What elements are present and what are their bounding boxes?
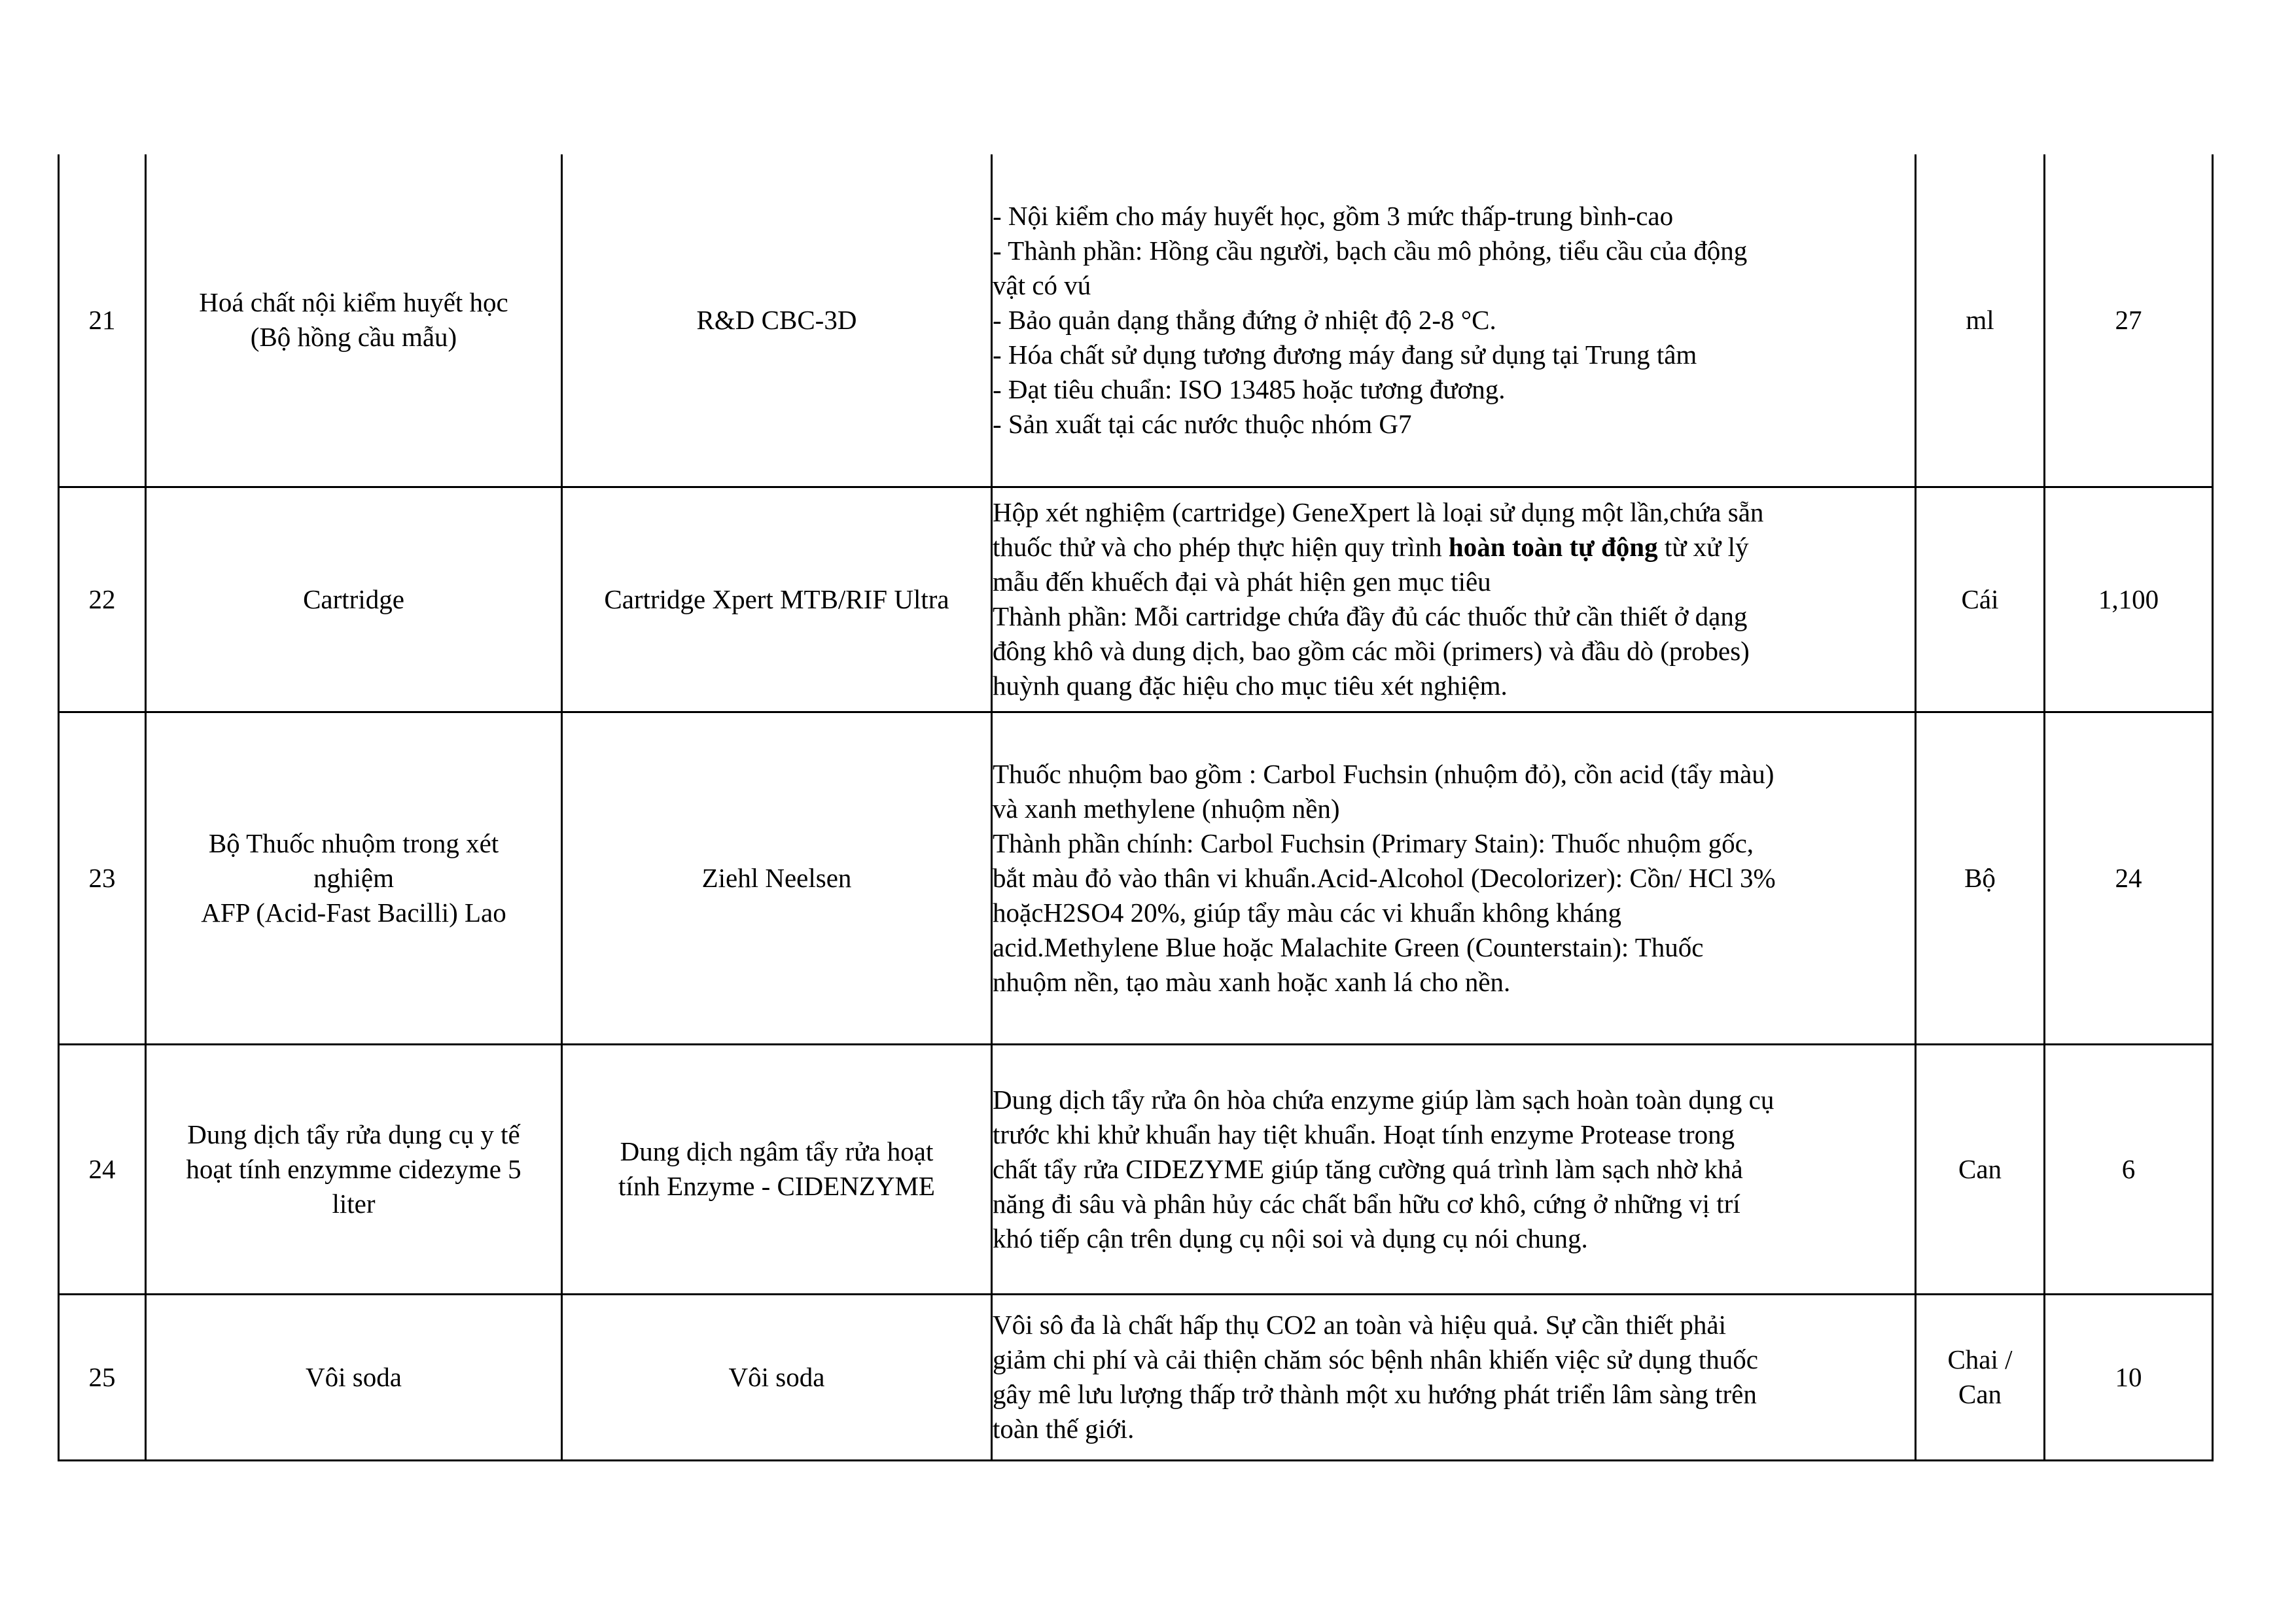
quantity-cell: 6 [2045, 1044, 2213, 1294]
unit-cell [1916, 1294, 2045, 1460]
table-row [59, 154, 2213, 487]
description-cell [992, 1044, 1916, 1294]
description-line: Thuốc nhuộm bao gồm : Carbol Fuchsin (nhuộm đỏ), cồn acid (tẩy màu) [993, 758, 1775, 789]
product-cell: R&D CBC-3D [562, 154, 992, 487]
item-name-cell [146, 154, 562, 487]
description-bold-text: hoàn toàn tự động [1448, 532, 1658, 562]
item-name-cell [146, 712, 562, 1044]
stt-cell: 22 [59, 487, 146, 712]
description-line: gây mê lưu lượng thấp trở thành một xu hướng phát triển lâm sàng trên [993, 1379, 1757, 1409]
description-cell [992, 1294, 1916, 1460]
description-line: và xanh methylene (nhuộm nền) [993, 793, 1340, 824]
product-cell: Cartridge Xpert MTB/RIF Ultra [562, 487, 992, 712]
items-table [58, 154, 2214, 1461]
item-name-line: AFP (Acid-Fast Bacilli) Lao [201, 897, 506, 928]
description-line: acid.Methylene Blue hoặc Malachite Green (Counterstain): Thuốc [993, 932, 1704, 962]
table-row [59, 487, 2213, 712]
description-line: giảm chi phí và cải thiện chăm sóc bệnh nhân khiến việc sử dụng thuốc [993, 1344, 1758, 1374]
description-line: Vôi sô đa là chất hấp thụ CO2 an toàn và hiệu quả. Sự cần thiết phải [993, 1310, 1726, 1340]
stt-cell: 23 [59, 712, 146, 1044]
description-line: - Thành phần: Hồng cầu người, bạch cầu mô phỏng, tiểu cầu của động [993, 235, 1748, 266]
unit-cell: Cái [1916, 487, 2045, 712]
description-line: trước khi khử khuẩn hay tiệt khuẩn. Hoạt tính enzyme Protease trong [993, 1119, 1735, 1149]
description-line [993, 530, 1915, 565]
description-line: - Đạt tiêu chuẩn: ISO 13485 hoặc tương đương. [993, 374, 1506, 404]
unit-cell: Bộ [1916, 712, 2045, 1044]
description-line: bắt màu đỏ vào thân vi khuẩn.Acid-Alcohol (Decolorizer): Cồn/ HCl 3% [993, 862, 1776, 893]
description-line: khó tiếp cận trên dụng cụ nội soi và dụng cụ nói chung. [993, 1223, 1588, 1253]
description-cell [992, 487, 1916, 712]
product-line: Dung dịch ngâm tẩy rửa hoạt [620, 1136, 934, 1166]
description-line: - Hóa chất sử dụng tương đương máy đang sử dụng tại Trung tâm [993, 339, 1697, 370]
stt-cell: 25 [59, 1294, 146, 1460]
item-name-line: nghiệm [313, 862, 394, 893]
description-line: toàn thế giới. [993, 1414, 1135, 1444]
product-cell: Vôi soda [562, 1294, 992, 1460]
stt-cell: 21 [59, 154, 146, 487]
description-line: đông khô và dung dịch, bao gồm các mồi (primers) và đầu dò (probes) [993, 636, 1750, 666]
unit-cell: Can [1916, 1044, 2045, 1294]
description-line: Hộp xét nghiệm (cartridge) GeneXpert là loại sử dụng một lần,chứa sẵn [993, 497, 1764, 527]
item-name-line: Hoá chất nội kiểm huyết học [199, 287, 508, 318]
description-line: Thành phần chính: Carbol Fuchsin (Primary Stain): Thuốc nhuộm gốc, [993, 828, 1754, 858]
description-line: nhuộm nền, tạo màu xanh hoặc xanh lá cho nền. [993, 966, 1511, 997]
description-cell [992, 154, 1916, 487]
product-line: tính Enzyme - CIDENZYME [618, 1171, 935, 1201]
item-name-line: liter [332, 1188, 376, 1219]
product-cell [562, 1044, 992, 1294]
unit-line: Chai / [1947, 1344, 2013, 1374]
description-line: chất tẩy rửa CIDEZYME giúp tăng cường quá trình làm sạch nhờ khả [993, 1153, 1743, 1184]
description-line: Thành phần: Mỗi cartridge chứa đầy đủ các thuốc thử cần thiết ở dạng [993, 601, 1748, 631]
table-row [59, 1294, 2213, 1460]
table-row [59, 712, 2213, 1044]
quantity-cell: 1,100 [2045, 487, 2213, 712]
item-name-line: Dung dịch tẩy rửa dụng cụ y tế [187, 1119, 520, 1149]
description-line: Dung dịch tẩy rửa ôn hòa chứa enzyme giúp làm sạch hoàn toàn dụng cụ [993, 1084, 1775, 1115]
description-line: mẫu đến khuếch đại và phát hiện gen mục tiêu [993, 567, 1491, 597]
description-line: vật có vú [993, 270, 1091, 300]
item-name-line: hoạt tính enzymme cidezyme 5 [186, 1153, 521, 1184]
description-line: năng đi sâu và phân hủy các chất bẩn hữu cơ khô, cứng ở những vị trí [993, 1188, 1740, 1219]
item-name-line: Bộ Thuốc nhuộm trong xét [208, 828, 499, 858]
items-table-page [58, 154, 2212, 1461]
item-name-cell: Vôi soda [146, 1294, 562, 1460]
description-text: thuốc thử và cho phép thực hiện quy trình [993, 532, 1449, 562]
product-cell: Ziehl Neelsen [562, 712, 992, 1044]
unit-cell: ml [1916, 154, 2045, 487]
quantity-cell: 24 [2045, 712, 2213, 1044]
description-cell [992, 712, 1916, 1044]
description-line: - Nội kiểm cho máy huyết học, gồm 3 mức thấp-trung bình-cao [993, 200, 1674, 231]
item-name-cell [146, 1044, 562, 1294]
item-name-line: (Bộ hồng cầu mẫu) [250, 322, 457, 353]
item-name-cell: Cartridge [146, 487, 562, 712]
quantity-cell: 27 [2045, 154, 2213, 487]
description-line: - Bảo quản dạng thẳng đứng ở nhiệt độ 2-8 °C. [993, 304, 1496, 335]
description-line: hoặcH2SO4 20%, giúp tẩy màu các vi khuẩn không kháng [993, 897, 1622, 928]
description-text: từ xử lý [1657, 532, 1749, 562]
stt-cell: 24 [59, 1044, 146, 1294]
table-row [59, 1044, 2213, 1294]
description-line: - Sản xuất tại các nước thuộc nhóm G7 [993, 408, 1412, 439]
description-line: huỳnh quang đặc hiệu cho mục tiêu xét nghiệm. [993, 671, 1508, 701]
quantity-cell: 10 [2045, 1294, 2213, 1460]
unit-line: Can [1958, 1379, 2002, 1409]
